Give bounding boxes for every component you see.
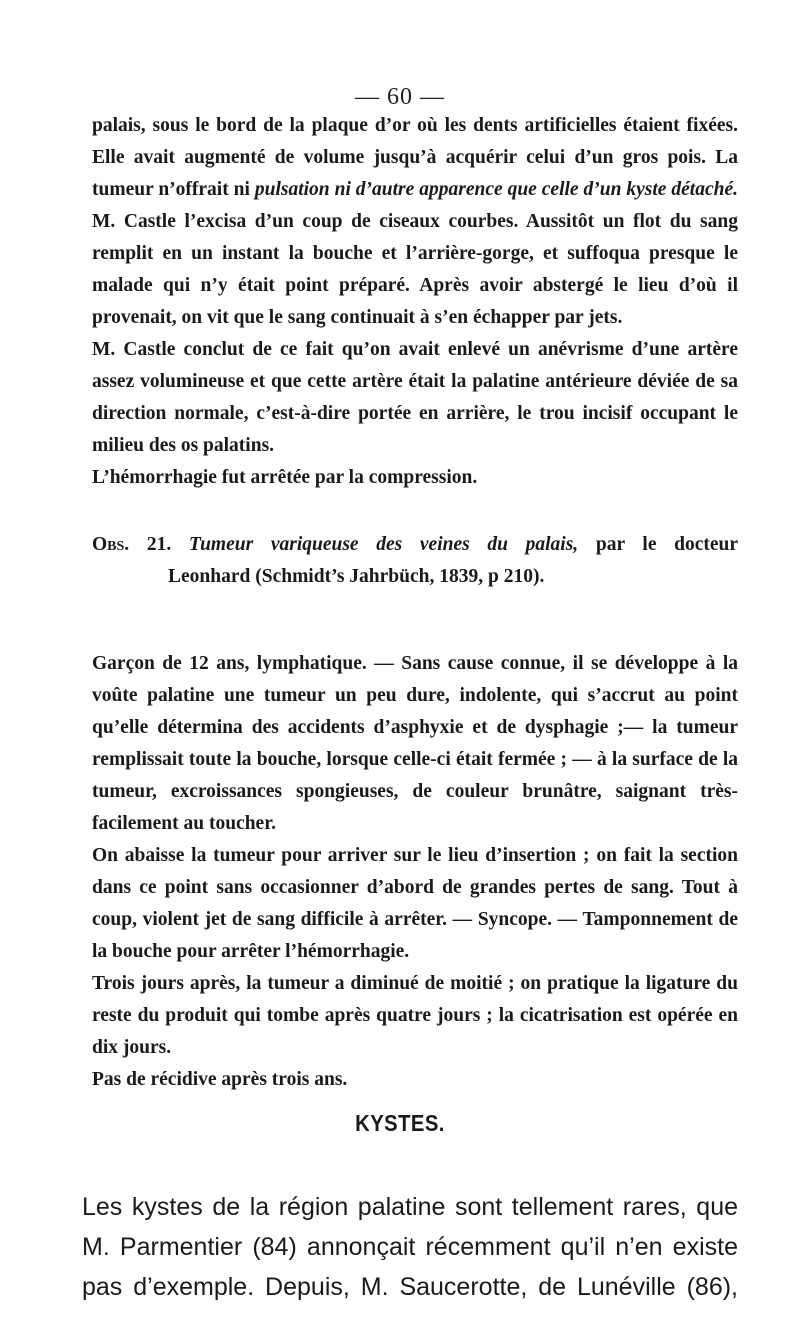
- observation-line-1: [92, 529, 738, 561]
- case-paragraph-2: On abaisse la tumeur pour arriver sur le lieu d’insertion ; on fait la section dans ce point sans occasionner d’abord de grandes pertes de sang. Tout à coup, violent jet de sang difficile à arrêter. — Syncope. — Tamponnement de la bouche pour arrêter l’hémorrhagie.: [92, 845, 738, 962]
- case-text: [92, 648, 738, 1096]
- page-number: — 60 —: [355, 84, 445, 110]
- intro-paragraph-2: [92, 334, 738, 462]
- kystes-line-1: Les kystes de la région palatine sont tellement rares, que: [82, 1193, 738, 1221]
- intro-paragraph-1: [92, 110, 738, 334]
- kystes-line-3: pas d’exemple. Depuis, M. Saucerotte, de Lunéville (86),: [82, 1273, 738, 1301]
- observation-byline: par le docteur: [595, 534, 739, 555]
- case-paragraph-1: Garçon de 12 ans, lymphatique. — Sans cause connue, il se développe à la voûte palatine une tumeur un peu dure, indolente, qui s’accrut au point qu’elle détermina des accidents d’asphyxie et de dysphagie ;— la tumeur remplissait toute la bouche, lorsque celle-ci était fermée ; — à la surface de la tumeur, excroissances spongieuses, de couleur brunâtre, saignant très-facilement au toucher.: [92, 653, 738, 834]
- intro-text: [92, 110, 738, 494]
- intro-p2-text: M. Castle conclut de ce fait qu’on avait enlevé un anévrisme d’une artère assez volumineuse et que cette artère était la palatine antérieure déviée de sa direction normale, c’est-à-dire portée en arrière, le trou incisif occupant le milieu des os palatins.: [92, 339, 738, 456]
- section-heading: KYSTES.: [355, 1110, 445, 1136]
- case-paragraph-3: Trois jours après, la tumeur a diminué de moitié ; on pratique la ligature du reste du produit qui tombe après quatre jours ; la cicatrisation est opérée en dix jours.: [92, 973, 738, 1058]
- intro-p1-part-2-italic: pulsation ni d’autre apparence que celle d’un kyste détaché.: [254, 179, 738, 200]
- intro-p3-text: L’hémorrhagie fut arrêtée par la compression.: [92, 467, 478, 488]
- case-paragraph-4: Pas de récidive après trois ans.: [92, 1069, 348, 1090]
- intro-paragraph-3: [92, 462, 738, 494]
- observation-header: [92, 529, 738, 593]
- observation-title: Tumeur variqueuse des veines du palais,: [188, 534, 579, 555]
- kystes-text: [82, 1187, 738, 1307]
- intro-p1-part-3: M. Castle l’excisa d’un coup de ciseaux courbes. Aussitôt un flot du sang remplit en un instant la bouche et l’arrière-gorge, et suffoqua presque le malade qui n’y était point préparé. Après avoir abstergé le lieu d’où il provenait, on vit que le sang continuait à s’en échapper par jets.: [92, 211, 738, 328]
- kystes-line-2: M. Parmentier (84) annonçait récemment qu’il n’en existe: [82, 1233, 738, 1261]
- observation-source: Leonhard (Schmidt’s Jahrbüch, 1839, p 210).: [168, 566, 545, 587]
- observation-label: Obs. 21.: [92, 534, 172, 555]
- intro-p1-part-1: palais, sous le bord de la plaque d’or où les dents artificielles étaient fixées. Elle avait augmenté de volume jusqu’à acquérir celui d’un gros pois. La tumeur n’offrait ni: [92, 115, 738, 200]
